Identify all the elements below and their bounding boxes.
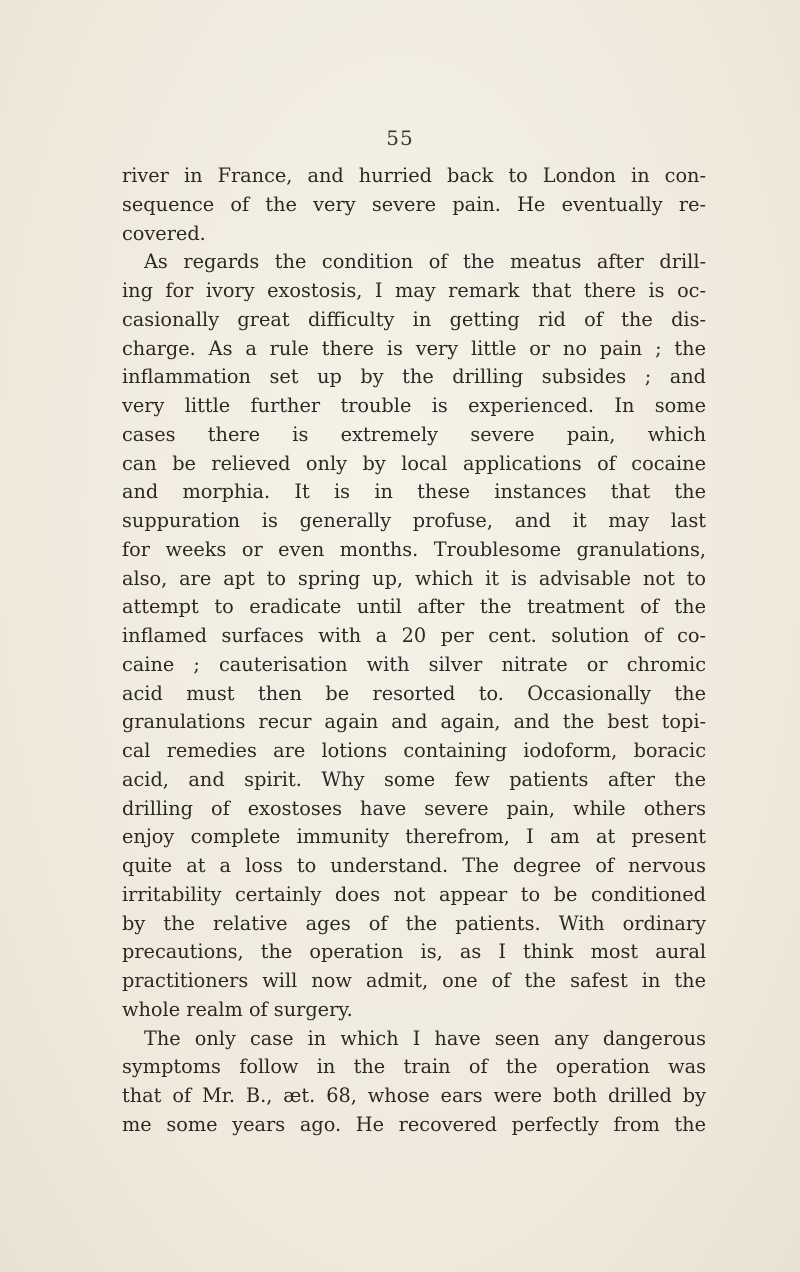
text-line: precautions, the operation is, as I think most aural	[122, 940, 706, 964]
text-line: by the relative ages of the patients. With ordinary	[122, 911, 706, 935]
text-line: irritability certainly does not appear to be conditioned	[122, 882, 706, 906]
text-line: suppuration is generally profuse, and it may last	[122, 509, 706, 532]
text-line: cases there is extremely severe pain, which	[122, 422, 706, 446]
text-line: cal remedies are lotions containing iodoform, boracic	[122, 739, 706, 762]
text-line: enjoy complete immunity therefrom, I am at present	[122, 825, 706, 849]
text-line: granulations recur again and again, and the best topi-	[122, 710, 706, 734]
paragraph-start-line: As regards the condition of the meatus after drill-	[144, 250, 706, 274]
text-line: attempt to eradicate until after the treatment of the	[122, 595, 706, 619]
text-line: me some years ago. He recovered perfectly from the	[122, 1112, 706, 1136]
text-line: also, are apt to spring up, which it is advisable not to	[122, 566, 706, 590]
body-text	[122, 162, 706, 1140]
text-line: and morphia. It is in these instances that the	[122, 480, 706, 504]
text-line: practitioners will now admit, one of the safest in the	[122, 969, 706, 992]
text-line: symptoms follow in the train of the operation was	[122, 1055, 706, 1079]
text-line: casionally great difficulty in getting rid of the dis-	[122, 307, 706, 331]
text-line: quite at a loss to understand. The degree of nervous	[122, 854, 706, 877]
text-line: can be relieved only by local applications of cocaine	[122, 451, 706, 475]
text-line: inflamed surfaces with a 20 per cent. solution of co-	[122, 624, 706, 647]
text-line: charge. As a rule there is very little or no pain ; the	[122, 336, 706, 360]
text-line: whole realm of surgery.	[122, 997, 353, 1021]
paragraph-start-line: The only case in which I have seen any dangerous	[144, 1026, 706, 1050]
text-line: acid, and spirit. Why some few patients after the	[122, 767, 706, 791]
text-line: inflammation set up by the drilling subsides ; and	[122, 365, 706, 389]
text-line: for weeks or even months. Troublesome granulations,	[122, 537, 706, 561]
text-line: covered.	[122, 221, 206, 245]
text-line: very little further trouble is experienced. In some	[122, 394, 706, 417]
text-line: river in France, and hurried back to London in con-	[122, 164, 706, 187]
text-line: acid must then be resorted to. Occasionally the	[122, 681, 706, 705]
text-line: ing for ivory exostosis, I may remark that there is oc-	[122, 279, 706, 302]
text-line: drilling of exostoses have severe pain, while others	[122, 796, 706, 820]
page-number: 55	[386, 126, 414, 150]
text-line: that of Mr. B., æt. 68, whose ears were both drilled by	[122, 1084, 706, 1107]
text-line: caine ; cauterisation with silver nitrate or chromic	[122, 652, 706, 676]
text-line: sequence of the very severe pain. He eventually re-	[122, 192, 706, 216]
